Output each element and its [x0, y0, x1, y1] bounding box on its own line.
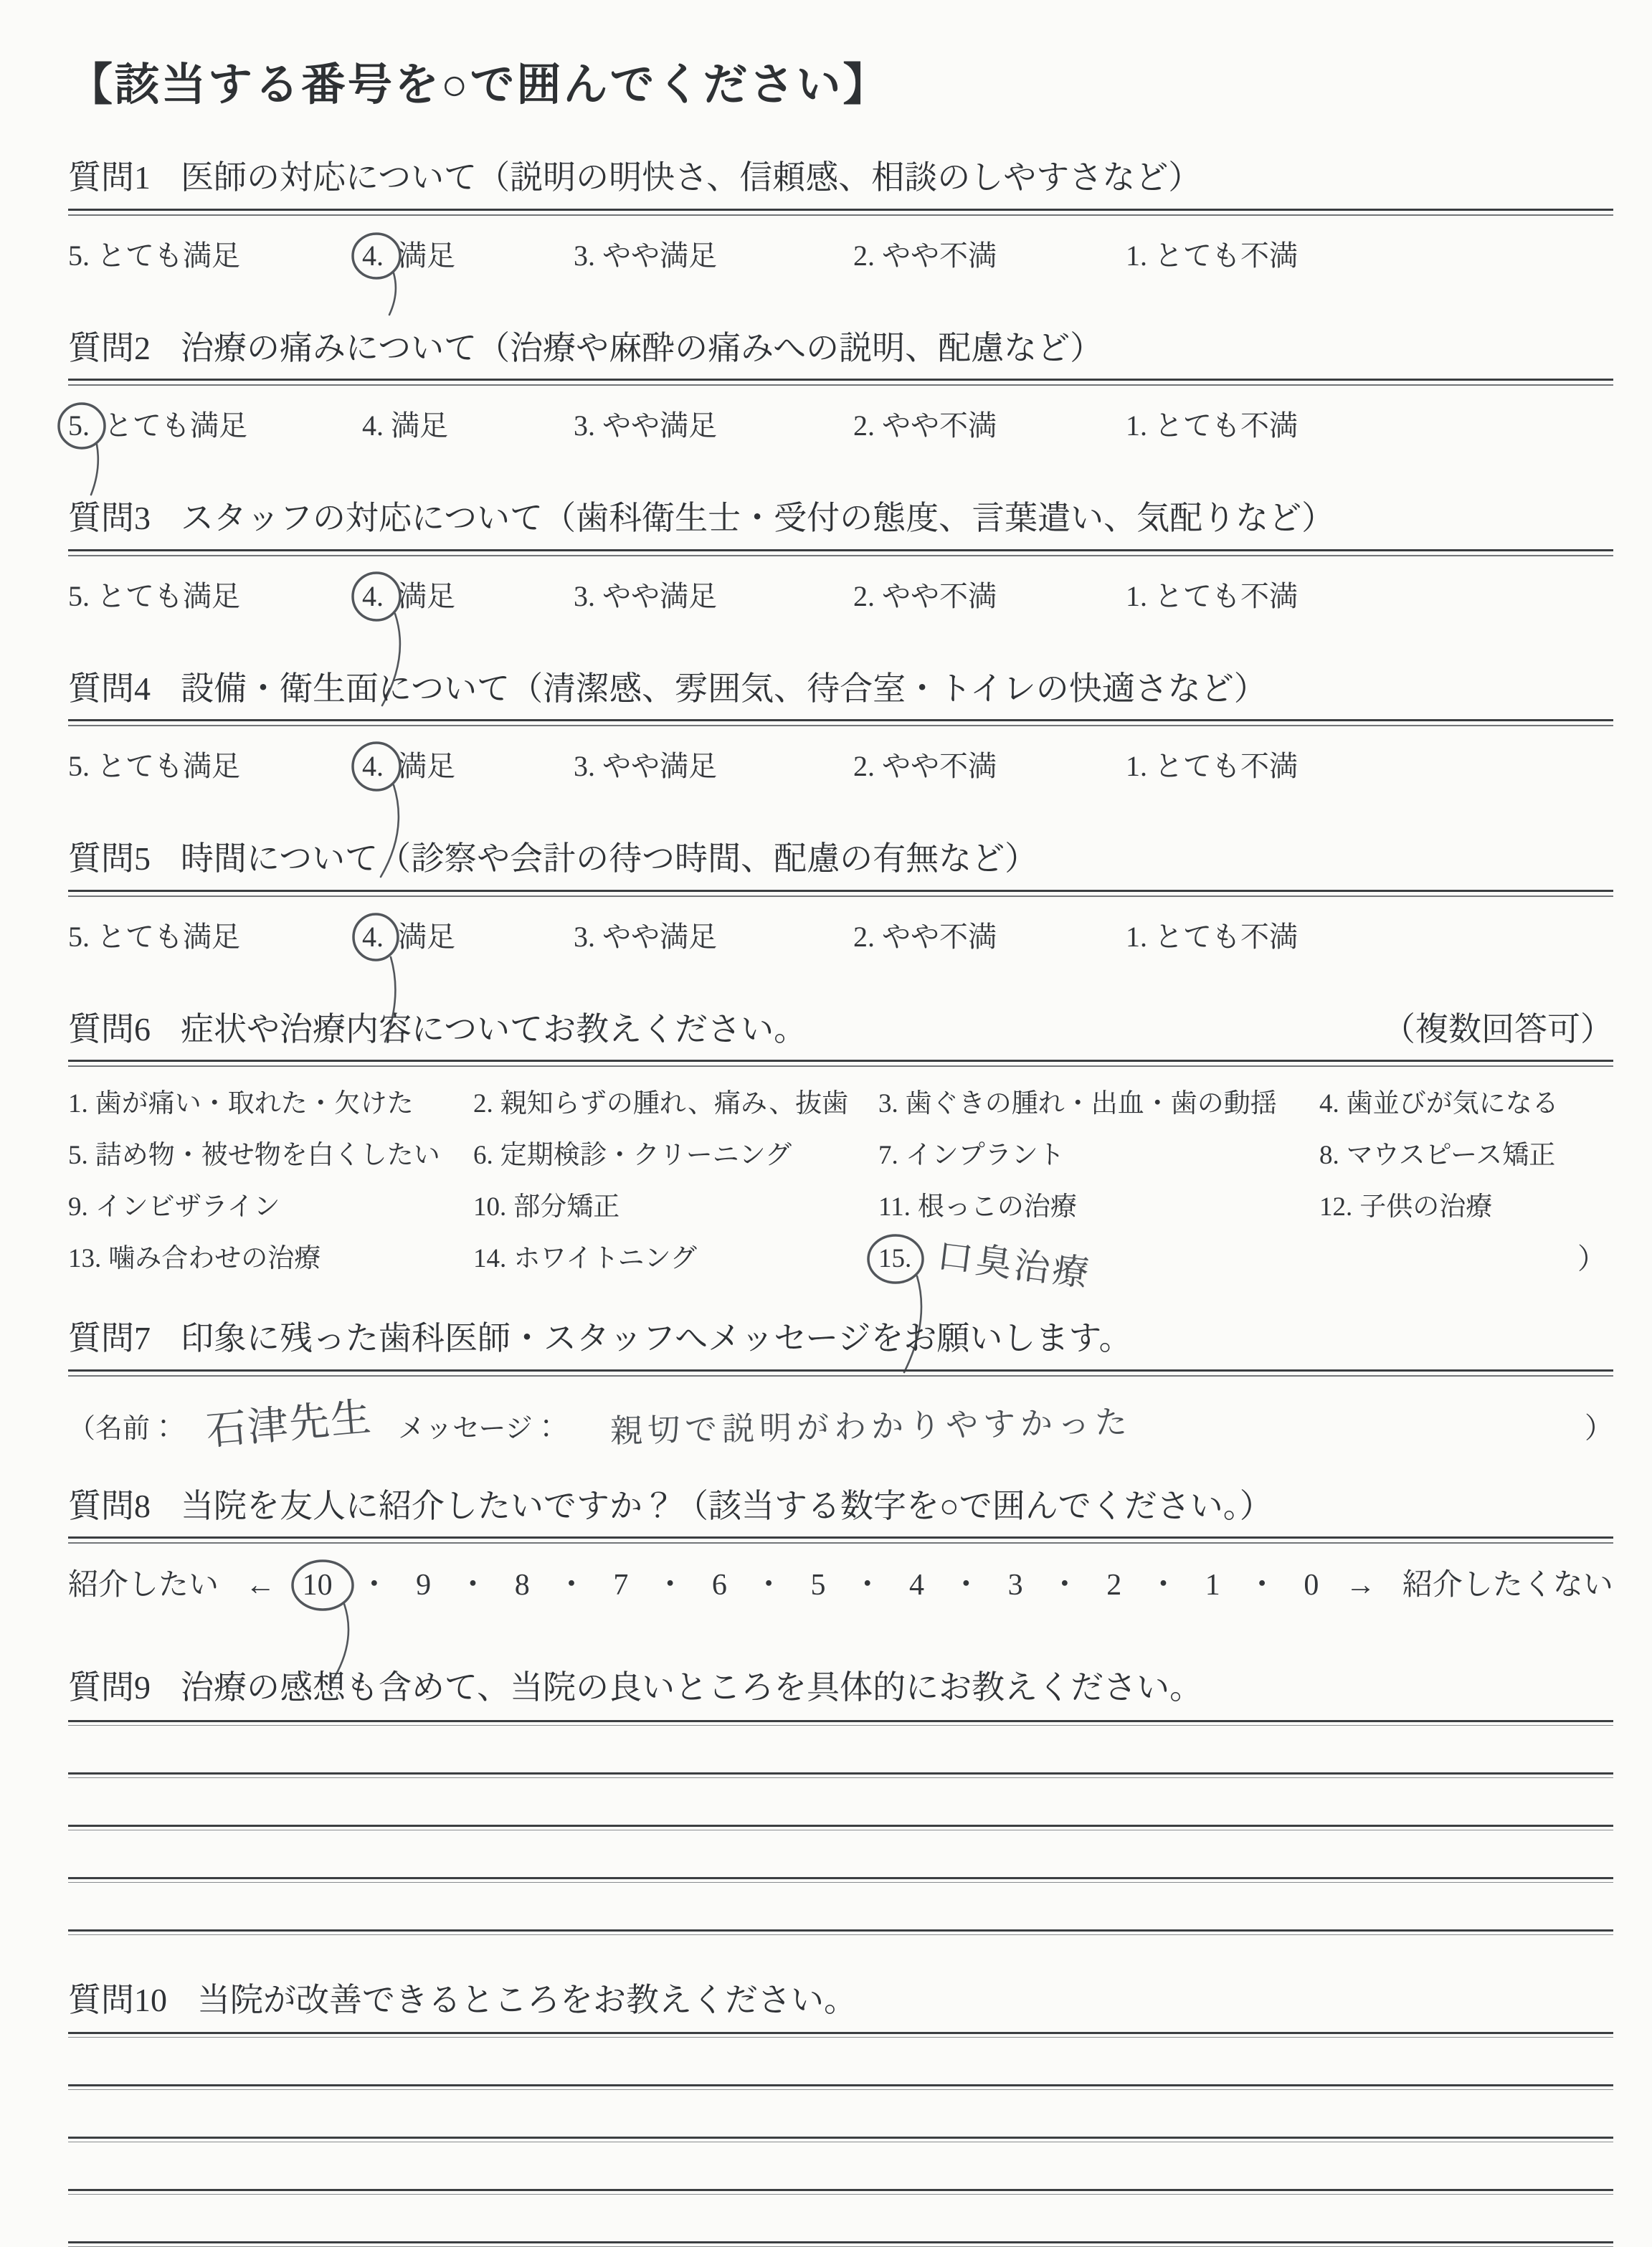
question-6-title: 症状や治療内容についてお教えください。	[181, 1010, 807, 1048]
q6-item-12: 12. 子供の治療	[1319, 1192, 1493, 1222]
recommend-scale: 紹介したい ← 10 ・ 9 ・ 8 ・ 7 ・ 6 ・ 5 ・ 4 ・ 3 ・ 2 ・ 1 ・ 0 → 紹介したくない	[68, 1561, 1613, 1601]
scale-6: 6	[711, 1569, 727, 1602]
question-4-options	[68, 744, 1613, 781]
question-7-answer-row	[68, 1392, 1613, 1455]
option-4: 4. 満足	[362, 409, 448, 442]
question-6-items	[68, 1081, 1613, 1296]
question-9-label: 質問9	[68, 1669, 151, 1706]
q6-closing-paren: ）	[1577, 1243, 1606, 1275]
option-3: 3. やや満足	[574, 239, 717, 272]
option-5: 5. とても満足	[68, 239, 240, 272]
option-3: 3. やや満足	[574, 920, 717, 953]
option-2: 2. やや不満	[853, 920, 997, 953]
option-2: 2. やや不満	[853, 579, 997, 612]
question-5-options	[68, 914, 1613, 951]
question-1-title: 医師の対応について（説明の明快さ、信頼感、相談のしやすさなど）	[181, 159, 1202, 196]
question-9	[68, 1667, 1613, 1935]
question-5-label: 質問5	[68, 840, 151, 878]
writing-line	[68, 2241, 1613, 2247]
page-title: 【該当する番号を○で囲んでください】	[68, 61, 890, 110]
message-handwriting: 親切で説明がわかりやすかった	[609, 1402, 1133, 1450]
question-9-heading	[68, 1667, 1613, 1709]
option-4-circled: 4. 満足	[362, 574, 455, 614]
circled-answer: 4.	[362, 579, 391, 613]
scale-3: 3	[1007, 1569, 1023, 1602]
writing-line	[68, 1720, 1613, 1726]
scale-5: 5	[810, 1569, 826, 1602]
heading-underline	[68, 1536, 1613, 1544]
option-1: 1. とても不満	[1126, 579, 1298, 612]
q6-item-4: 4. 歯並びが気になる	[1319, 1089, 1559, 1119]
option-4-circled: 4. 満足	[362, 233, 455, 274]
q6-item-6: 6. 定期検診・クリーニング	[473, 1141, 792, 1171]
scale-2: 2	[1106, 1569, 1122, 1602]
question-7-heading	[68, 1318, 1613, 1359]
question-6-label: 質問6	[68, 1010, 151, 1048]
option-1: 1. とても不満	[1126, 750, 1298, 783]
question-8	[68, 1486, 1613, 1602]
q7-closing-paren: ）	[1585, 1411, 1613, 1444]
question-2-title: 治療の痛みについて（治療や麻酔の痛みへの説明、配慮など）	[181, 329, 1103, 366]
writing-line	[68, 2084, 1613, 2090]
question-10	[68, 1980, 1613, 2247]
circled-answer: 4.	[362, 920, 391, 954]
question-2-heading	[68, 328, 1613, 369]
option-4-circled: 4. 満足	[362, 744, 455, 784]
writing-line	[68, 1772, 1613, 1778]
q6-item-10: 10. 部分矯正	[473, 1192, 620, 1222]
left-arrow-icon: ←	[245, 1569, 276, 1602]
q6-item-3: 3. 歯ぐきの腫れ・出血・歯の動揺	[878, 1089, 1277, 1119]
question-1	[68, 157, 1613, 270]
question-5	[68, 838, 1613, 951]
question-7	[68, 1318, 1613, 1455]
writing-line	[68, 2032, 1613, 2038]
scale-0: 0	[1304, 1569, 1319, 1602]
question-8-title: 当院を友人に紹介したいですか？（該当する数字を○で囲んでください。）	[181, 1487, 1273, 1524]
question-8-label: 質問8	[68, 1487, 151, 1524]
option-2: 2. やや不満	[853, 750, 997, 783]
option-5: 5. とても満足	[68, 920, 240, 953]
option-3: 3. やや満足	[574, 409, 717, 442]
heading-underline	[68, 719, 1613, 726]
question-1-options	[68, 233, 1613, 270]
option-5-circled: 5. とても満足	[68, 403, 247, 444]
question-9-title: 治療の感想も含めて、当院の良いところを具体的にお教えください。	[181, 1669, 1203, 1706]
question-4-title: 設備・衛生面について（清潔感、雰囲気、待合室・トイレの快適さなど）	[181, 670, 1267, 707]
question-10-heading	[68, 1980, 1613, 2021]
writing-line	[68, 2189, 1613, 2195]
writing-line	[68, 1877, 1613, 1883]
question-3	[68, 498, 1613, 611]
question-10-title: 当院が改善できるところをお教えください。	[197, 1981, 857, 2018]
scale-right-label: 紹介したくない	[1402, 1569, 1613, 1602]
heading-underline	[68, 1369, 1613, 1377]
option-1: 1. とても不満	[1126, 239, 1298, 272]
heading-underline	[68, 890, 1613, 897]
circled-answer: 4.	[362, 749, 391, 783]
option-2: 2. やや不満	[853, 409, 997, 442]
heading-underline	[68, 209, 1613, 216]
circled-answer: 15.	[878, 1243, 918, 1274]
q6-item-11: 11. 根っこの治療	[878, 1192, 1077, 1222]
heading-underline	[68, 549, 1613, 556]
question-4-heading	[68, 668, 1613, 710]
right-arrow-icon: →	[1345, 1569, 1376, 1602]
question-1-label: 質問1	[68, 159, 151, 196]
scale-4: 4	[909, 1569, 925, 1602]
q6-item-9: 9. インビザライン	[68, 1192, 280, 1222]
scale-9: 9	[416, 1569, 432, 1602]
writing-line	[68, 1929, 1613, 1935]
q6-row-2	[68, 1133, 1613, 1184]
question-2	[68, 328, 1613, 441]
q6-item-7: 7. インプラント	[878, 1141, 1065, 1171]
question-2-label: 質問2	[68, 329, 151, 366]
option-5: 5. とても満足	[68, 750, 240, 783]
option-3: 3. やや満足	[574, 750, 717, 783]
circled-answer: 5.	[68, 409, 97, 442]
scale-1: 1	[1205, 1569, 1220, 1602]
scale-10-circled: 10	[303, 1568, 333, 1602]
question-8-heading	[68, 1486, 1613, 1527]
question-6-note: （複数回答可）	[1382, 1010, 1613, 1048]
question-3-options	[68, 574, 1613, 611]
message-label: メッセージ：	[398, 1413, 560, 1444]
question-5-title: 時間について（診察や会計の待つ時間、配慮の有無など）	[181, 840, 1038, 878]
question-7-label: 質問7	[68, 1320, 151, 1357]
heading-underline	[68, 379, 1613, 386]
scale-7: 7	[613, 1569, 629, 1602]
q6-row-4	[68, 1235, 1613, 1296]
option-4-circled: 4. 満足	[362, 914, 455, 955]
q6-other-handwriting: 口臭治療	[935, 1235, 1094, 1296]
question-6	[68, 1009, 1613, 1296]
q6-item-1: 1. 歯が痛い・取れた・欠けた	[68, 1089, 414, 1119]
q6-row-1	[68, 1081, 1613, 1133]
q6-item-8: 8. マウスピース矯正	[1319, 1141, 1556, 1171]
question-6-heading	[68, 1009, 1613, 1050]
option-5: 5. とても満足	[68, 579, 240, 612]
q6-item-14: 14. ホワイトニング	[473, 1244, 697, 1274]
writing-line	[68, 1825, 1613, 1830]
scale-left-label: 紹介したい	[68, 1569, 219, 1602]
name-handwriting: 石津先生	[204, 1393, 374, 1455]
question-10-label: 質問10	[68, 1981, 167, 2018]
option-3: 3. やや満足	[574, 579, 717, 612]
question-3-label: 質問3	[68, 500, 151, 537]
q6-item-15-circled	[878, 1235, 1319, 1296]
option-1: 1. とても不満	[1126, 409, 1298, 442]
question-4	[68, 668, 1613, 782]
option-1: 1. とても不満	[1126, 920, 1298, 953]
question-2-options	[68, 403, 1613, 440]
question-3-heading	[68, 498, 1613, 539]
name-label: （名前：	[68, 1413, 178, 1444]
question-4-label: 質問4	[68, 670, 151, 707]
scale-8: 8	[514, 1569, 530, 1602]
q6-item-13: 13. 噛み合わせの治療	[68, 1244, 321, 1274]
writing-line	[68, 2137, 1613, 2142]
question-7-title: 印象に残った歯科医師・スタッフへメッセージをお願いします。	[181, 1320, 1132, 1357]
q6-item-2: 2. 親知らずの腫れ、痛み、抜歯	[473, 1089, 849, 1119]
q6-item-5: 5. 詰め物・被せ物を白くしたい	[68, 1141, 440, 1171]
heading-underline	[68, 1060, 1613, 1067]
q6-row-3	[68, 1184, 1613, 1236]
option-2: 2. やや不満	[853, 239, 997, 272]
question-3-title: スタッフの対応について（歯科衛生士・受付の態度、言葉遣い、気配りなど）	[181, 500, 1335, 537]
circled-answer: 4.	[362, 239, 391, 272]
question-5-heading	[68, 838, 1613, 880]
question-1-heading	[68, 157, 1613, 199]
